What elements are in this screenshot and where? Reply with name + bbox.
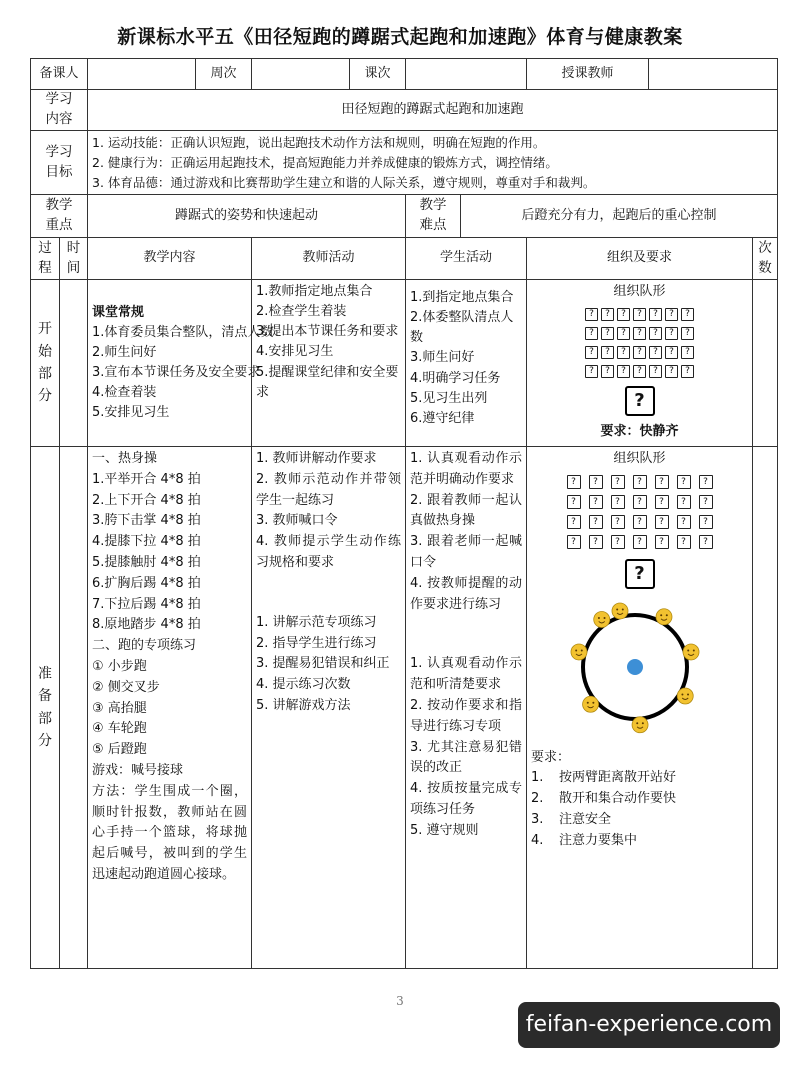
prep-organization-cell (527, 447, 753, 969)
content-label: 学习 内容 (31, 90, 88, 131)
student-marker-icon: ? (611, 495, 625, 509)
teacher-label: 授课教师 (527, 59, 649, 90)
student-marker-icon: ? (567, 535, 581, 549)
list-item: ① 小步跑 (92, 658, 147, 674)
formation-row (531, 515, 748, 529)
student-marker-icon: ? (699, 535, 713, 549)
content-value: 田径短跑的蹲踞式起跑和加速跑 (88, 90, 778, 131)
list-item: 2.上下开合 4*8 拍 (92, 492, 201, 508)
student-face-icon (683, 644, 699, 660)
list-item: 一、热身操 (92, 451, 158, 466)
student-marker-icon: ? (585, 365, 598, 378)
list-item: 3. 跟着老师一起喊口令 (410, 534, 523, 570)
student-marker-icon: ? (665, 308, 678, 321)
column-content: 教学内容 (88, 238, 252, 280)
student-marker-icon: ? (649, 308, 662, 321)
student-marker-icon: ? (585, 308, 598, 321)
difficulty-label: 教学 难点 (406, 195, 461, 238)
list-item: 4. 按教师提醒的动作要求进行练习 (410, 575, 523, 612)
start-count-cell (753, 280, 778, 447)
list-item: 4. 提示练习次数 (256, 677, 351, 693)
student-marker-icon: ? (589, 495, 603, 509)
column-organization: 组织及要求 (527, 238, 753, 280)
goal-item: 3. 体育品德：通过游戏和比赛帮助学生建立和谐的人际关系，遵守规则，尊重对手和裁判。 (92, 174, 596, 190)
teacher-marker-icon: ? (625, 559, 655, 589)
prep-teacher-list-2 (256, 613, 401, 717)
key-point-value: 蹲踞式的姿势和快速起动 (88, 195, 406, 238)
list-item: ③ 高抬腿 (92, 700, 147, 716)
list-item: 2. 教师示范动作并带领学生一起练习 (256, 471, 402, 508)
requirement-text: 按两臂距离散开站好 (559, 770, 677, 786)
list-item: 4.提膝下拉 4*8 拍 (92, 534, 201, 550)
student-marker-icon: ? (633, 346, 646, 359)
list-item: 1. 认真观看动作示范和听清楚要求 (410, 656, 523, 693)
student-marker-icon: ? (617, 327, 630, 340)
list-item: 2. 指导学生进行练习 (256, 635, 377, 651)
circle-formation-diagram (565, 595, 715, 737)
formation-grid (531, 475, 748, 549)
watermark: feifan-experience.com (518, 1002, 780, 1048)
formation-row (531, 535, 748, 549)
student-marker-icon: ? (665, 365, 678, 378)
column-count: 次 数 (753, 238, 778, 280)
list-item: 2.检查学生着装 (256, 304, 347, 320)
student-marker-icon: ? (633, 515, 647, 529)
student-marker-icon: ? (589, 515, 603, 529)
formation-requirement: 要求：快静齐 (600, 424, 679, 440)
prep-student-list-2 (410, 654, 522, 841)
student-marker-icon: ? (633, 327, 646, 340)
requirement-item (531, 810, 748, 831)
list-item: 游戏：喊号接球 (92, 762, 184, 778)
requirement-item (531, 768, 748, 789)
student-marker-icon: ? (601, 308, 614, 321)
list-item: 1. 教师讲解动作要求 (256, 451, 377, 466)
student-marker-icon: ? (633, 308, 646, 321)
list-item: 5.安排见习生 (92, 405, 170, 421)
student-marker-icon: ? (589, 475, 603, 489)
student-marker-icon: ? (617, 365, 630, 378)
list-item: 3.胯下击掌 4*8 拍 (92, 513, 201, 529)
prep-teacher-list-1 (256, 449, 401, 574)
list-item: 1. 讲解示范专项练习 (256, 614, 377, 630)
list-item: 7.下拉后踢 4*8 拍 (92, 596, 201, 612)
student-marker-icon: ? (589, 535, 603, 549)
prep-student-cell (406, 447, 527, 969)
week-label: 周次 (196, 59, 252, 90)
list-item: 4. 教师提示学生动作练习规格和要求 (256, 534, 402, 570)
requirement-text: 散开和集合动作要快 (559, 791, 677, 807)
formation-row (531, 475, 748, 489)
lesson-no-label: 课次 (350, 59, 406, 90)
student-marker-icon: ? (655, 535, 669, 549)
column-header-row (31, 238, 778, 280)
student-marker-icon: ? (633, 495, 647, 509)
list-item: 5.提膝触肘 4*8 拍 (92, 554, 201, 570)
student-marker-icon: ? (681, 346, 694, 359)
column-process: 过 程 (31, 238, 60, 280)
list-item: 3. 尤其注意易犯错误的改正 (410, 739, 523, 776)
list-item: 1.教师指定地点集合 (256, 284, 373, 299)
start-time-cell (60, 280, 88, 447)
prep-teacher-cell (252, 447, 406, 969)
student-marker-icon: ? (681, 308, 694, 321)
start-stage-label: 开 始 部 分 (31, 280, 60, 447)
student-marker-icon: ? (665, 327, 678, 340)
prep-content-cell (88, 447, 252, 969)
prep-stage-label: 准 备 部 分 (31, 447, 60, 969)
list-item: 5.提醒课堂纪律和安全要求 (256, 364, 399, 400)
prep-content-list (92, 449, 247, 782)
week-value (252, 59, 350, 90)
list-item: 3. 教师喊口令 (256, 513, 338, 529)
goals-list (88, 131, 778, 195)
start-content-cell (88, 280, 274, 447)
requirement-number: 2. (531, 791, 544, 807)
formation-row (531, 308, 748, 321)
student-face-icon (656, 609, 672, 625)
prep-teacher-value (88, 59, 196, 90)
student-face-icon (593, 612, 609, 628)
goal-item: 2. 健康行为：正确运用起跑技术，提高短跑能力并养成健康的锻炼方式，调控情绪。 (92, 154, 558, 170)
student-marker-icon: ? (601, 365, 614, 378)
student-face-icon (582, 696, 598, 712)
formation-row (531, 365, 748, 378)
student-marker-icon: ? (585, 327, 598, 340)
student-face-icon (677, 688, 693, 704)
list-item: 1.体育委员集合整队，清点人数 (92, 324, 274, 340)
list-item: 5. 遵守规则 (410, 822, 479, 838)
list-item: 4.明确学习任务 (410, 370, 501, 386)
student-marker-icon: ? (649, 346, 662, 359)
requirement-number: 1. (531, 770, 544, 786)
student-marker-icon: ? (699, 495, 713, 509)
student-marker-icon: ? (665, 346, 678, 359)
requirement-text: 注意力要集中 (559, 832, 638, 848)
teacher-value (649, 59, 778, 90)
prep-time-cell (60, 447, 88, 969)
requirement-text: 注意安全 (559, 812, 612, 828)
list-item: ⑤ 后蹬跑 (92, 742, 147, 758)
list-item: 2. 跟着教师一起认真做热身操 (410, 492, 523, 529)
student-marker-icon: ? (633, 365, 646, 378)
goal-item: 1. 运动技能：正确认识短跑，说出起跑技术动作方法和规则，明确在短跑的作用。 (92, 134, 546, 150)
key-point-label: 教学 重点 (31, 195, 88, 238)
student-marker-icon: ? (649, 365, 662, 378)
student-marker-icon: ? (611, 535, 625, 549)
student-marker-icon: ? (567, 475, 581, 489)
student-marker-icon: ? (677, 495, 691, 509)
list-item: ④ 车轮跑 (92, 721, 147, 737)
list-item: 1.到指定地点集合 (410, 290, 514, 305)
basketball-icon (627, 659, 643, 675)
difficulty-value: 后蹬充分有力，起跑后的重心控制 (461, 195, 778, 238)
formation-row (531, 327, 748, 340)
list-item: 3. 提醒易犯错误和纠正 (256, 656, 390, 672)
lesson-no-value (406, 59, 527, 90)
student-face-icon (632, 717, 648, 733)
teacher-marker-icon: ? (625, 386, 655, 416)
list-item: 3.提出本节课任务和要求 (256, 324, 399, 340)
student-marker-icon: ? (567, 495, 581, 509)
list-item: 1. 认真观看动作示范并明确动作要求 (410, 451, 523, 487)
student-marker-icon: ? (677, 515, 691, 529)
list-item: 二、跑的专项练习 (92, 638, 197, 654)
student-marker-icon: ? (681, 365, 694, 378)
student-marker-icon: ? (617, 308, 630, 321)
list-item: 6.扩胸后踢 4*8 拍 (92, 575, 201, 591)
focus-row (31, 195, 778, 238)
student-face-icon (570, 644, 586, 660)
list-item: 4.安排见习生 (256, 344, 334, 360)
requirement-number: 4. (531, 832, 544, 848)
list-item: 2.师生问好 (92, 344, 157, 360)
student-marker-icon: ? (611, 515, 625, 529)
student-marker-icon: ? (677, 535, 691, 549)
goals-row (31, 131, 778, 195)
list-item: 8.原地踏步 4*8 拍 (92, 617, 201, 633)
student-marker-icon: ? (617, 346, 630, 359)
page-number: 3 (396, 994, 404, 1008)
student-marker-icon: ? (677, 475, 691, 489)
column-student: 学生活动 (406, 238, 527, 280)
goals-label: 学习 目标 (31, 131, 88, 195)
list-item: 5.见习生出列 (410, 390, 488, 406)
start-teacher-cell (252, 280, 406, 447)
student-marker-icon: ? (567, 515, 581, 529)
student-marker-icon: ? (681, 327, 694, 340)
student-marker-icon: ? (633, 475, 647, 489)
student-marker-icon: ? (633, 535, 647, 549)
requirement-item (531, 831, 748, 852)
column-teacher: 教师活动 (252, 238, 406, 280)
requirement-item (531, 789, 748, 810)
list-item: 3.师生问好 (410, 350, 475, 366)
formation-grid (531, 308, 748, 378)
list-item: ② 侧交叉步 (92, 679, 160, 695)
start-organization-cell (527, 280, 753, 447)
prep-student-list-1 (410, 449, 522, 615)
student-marker-icon: ? (699, 515, 713, 529)
column-time: 时 间 (60, 238, 88, 280)
page-title: 新课标水平五《田径短跑的蹲踞式起跑和加速跑》体育与健康教案 (117, 26, 683, 48)
routine-title: 课堂常规 (92, 304, 145, 320)
start-section-row (31, 280, 778, 447)
student-face-icon (612, 603, 628, 619)
student-marker-icon: ? (649, 327, 662, 340)
student-marker-icon: ? (655, 475, 669, 489)
student-marker-icon: ? (611, 475, 625, 489)
list-item: 4. 按质按量完成专项练习任务 (410, 781, 523, 817)
student-marker-icon: ? (601, 327, 614, 340)
list-item: 1.平举开合 4*8 拍 (92, 471, 201, 487)
requirement-number: 3. (531, 812, 544, 828)
student-marker-icon: ? (585, 346, 598, 359)
list-item: 3.宣布本节课任务及安全要求 (92, 365, 261, 380)
list-item: 6.遵守纪律 (410, 410, 475, 426)
list-item: 5. 讲解游戏方法 (256, 697, 351, 713)
prep-count-cell (753, 447, 778, 969)
formation-row (531, 495, 748, 509)
student-marker-icon: ? (655, 515, 669, 529)
start-student-cell (406, 280, 527, 447)
header-row (31, 59, 778, 90)
requirement-title: 要求： (531, 750, 571, 766)
list-item: 2.体委整队清点人数 (410, 310, 514, 346)
list-item: 2. 按动作要求和指导进行练习专项 (410, 697, 523, 734)
list-item: 4.检查着装 (92, 385, 157, 401)
formation-title: 组织队形 (613, 451, 666, 466)
student-marker-icon: ? (601, 346, 614, 359)
requirement-list (531, 768, 748, 851)
prep-section-row (31, 447, 778, 969)
formation-title: 组织队形 (613, 284, 666, 299)
student-marker-icon: ? (699, 475, 713, 489)
game-method: 方法：学生围成一个圈，顺时针报数，教师站在圆心手持一个篮球，将球抛起后喊号，被叫到的学生迅速起动跑道圆心接球。 (92, 783, 248, 882)
prep-teacher-label: 备课人 (31, 59, 88, 90)
content-row (31, 90, 778, 131)
student-marker-icon: ? (655, 495, 669, 509)
formation-row (531, 346, 748, 359)
lesson-plan-table (30, 58, 778, 969)
